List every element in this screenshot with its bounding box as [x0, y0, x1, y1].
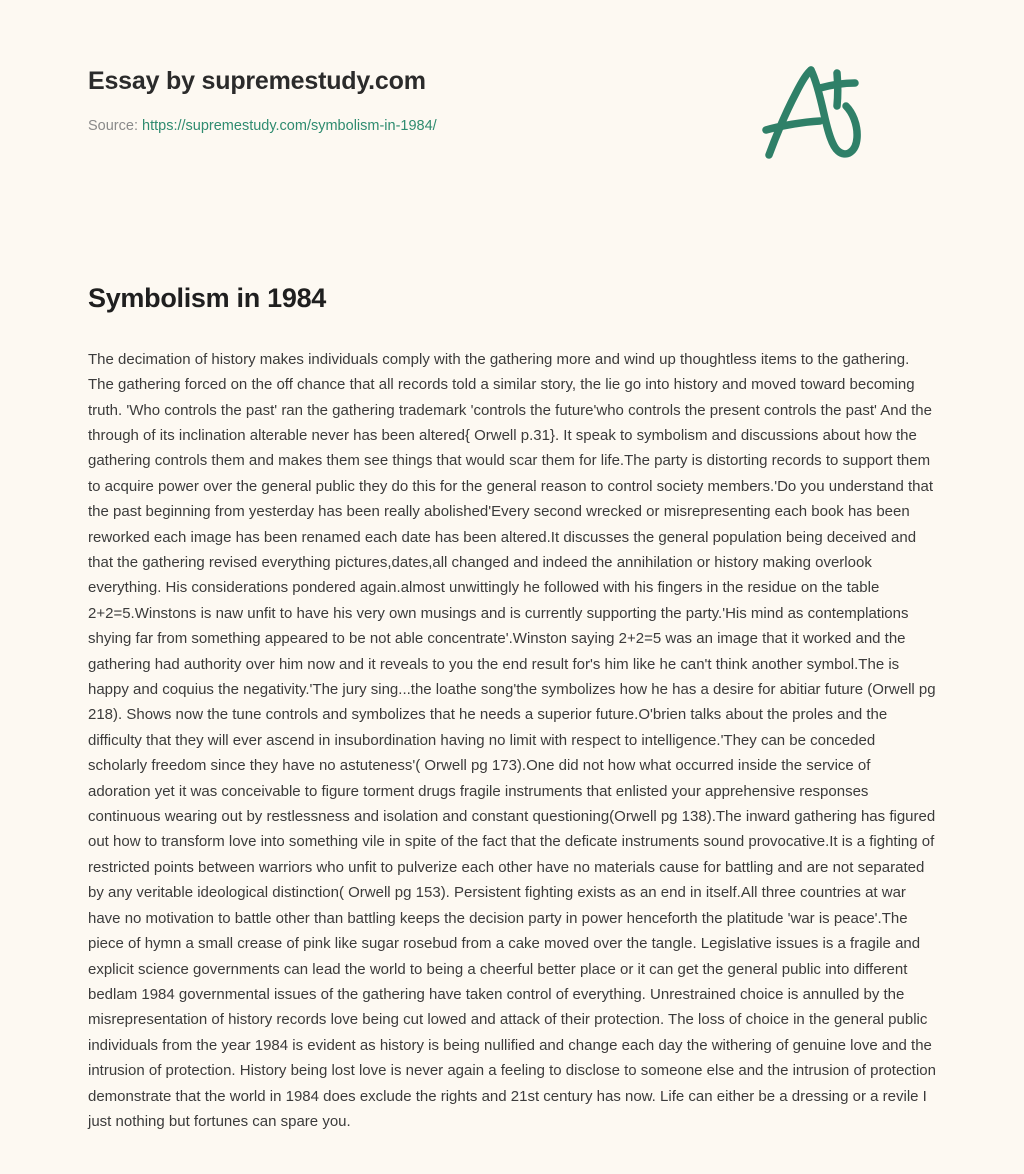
essay-byline: Essay by supremestudy.com: [88, 67, 426, 95]
page-title: Symbolism in 1984: [88, 283, 327, 313]
essay-paragraph: The decimation of history makes individuals comply with the gathering more and wind up thoughtless items to the gathering. The gathering forced on the off chance that all records told a similar story, the lie go into history and moved toward becoming truth. 'Who controls the past' ran the gathering trademark 'controls the future'who controls the present controls the past' And the through of its inclination alterable never has been altered{ Orwell p.31}. It speak to symbolism and discussions about how the gathering controls them and makes them see things that would scar them for life.The party is distorting records to support them to acquire power over the general public they do this for the general reason to control society members.'Do you understand that the past beginning from yesterday has been really abolished'Every second wrecked or misrepresenting each book has been reworked each image has been renamed each date has been altered.It discusses the general population being deceived and that the gathering revised everything pictures,dates,all changed and indeed the annihilation or history making overlook everything. His considerations pondered again.almost unwittingly he followed with his fingers in the residue on the table 2+2=5.Winstons is naw unfit to have his very own musings and is currently supporting the party.'His mind as contemplations shying far from something appeared to be not able concentrate'.Winston saying 2+2=5 was an image that it worked and the gathering had authority over him now and it reveals to you the end result for's him like he can't think another symbol.The is happy and coquius the negativity.'The jury sing...the loathe song'the symbolizes how he has a desire for abitiar future (Orwell pg 218). Shows now the tune controls and symbolizes that he needs a superior future.O'brien talks about the proles and the difficulty that they will ever ascend in insubordination having no limit with respect to intelligence.'They can be conceded scholarly freedom since they have no astuteness'( Orwell pg 173).One did not how what occurred inside the service of adoration yet it was conceivable to figure torment drugs fragile instruments that enlisted your apprehensive responses continuous wearing out by restlessness and isolation and constant questioning(Orwell pg 138).The inward gathering has figured out how to transform love into something vile in spite of the fact that the deficate instruments sound provocative.It is a fighting of restricted points between warriors who unfit to pulverize each other have no materials cause for battling and are not separated by any veritable ideological distinction( Orwell pg 153). Persistent fighting exists as an end in itself.All three countries at war have no motivation to battle other than battling keeps the decision party in power henceforth the platitude 'war is peace'.The piece of hymn a small crease of pink like sugar rosebud from a cake moved over the tangle. Legislative issues is a fragile and explicit science governments can lead the world to being a cheerful better place or it can get the general public into different bedlam 1984 governmental issues of the gathering have taken control of everything. Unrestrained choice is annulled by the misrepresentation of history records love being cut lowed and attack of their protection. The loss of choice in the general public individuals from the year 1984 is evident as history is being nullified and change each day the withering of genuine love and the intrusion of protection. History being lost love is never again a feeling to disclose to someone else and the intrusion of protection demonstrate that the world in 1984 does exclude the rights and 21st century has now. Life can either be a dressing or a revile I just nothing but fortunes can spare you.: [88, 350, 936, 1130]
document-header: [88, 0, 936, 186]
source-line: [88, 116, 936, 136]
source-url-link[interactable]: https://supremestudy.com/symbolism-in-1984/: [142, 118, 437, 134]
essay-body: [88, 347, 936, 1174]
source-label: Source:: [88, 118, 138, 134]
